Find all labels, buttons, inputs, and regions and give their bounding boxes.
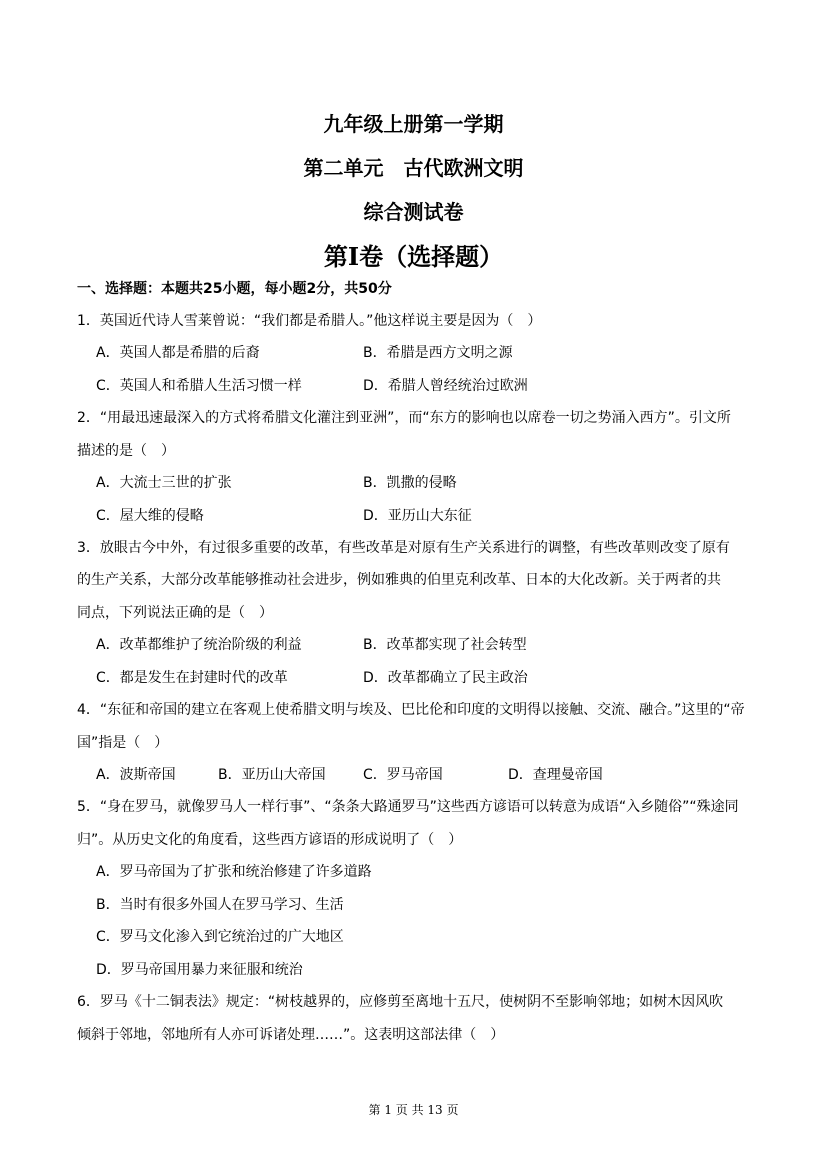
- q3-stem-line2: 的生产关系，大部分改革能够推动社会进步，例如雅典的伯里克利改革、日本的大化改新。关于两者的共: [77, 572, 721, 588]
- q3-option-a: A．改革都维护了统治阶级的利益: [96, 637, 302, 653]
- q2-stem-line2: 描述的是（ ）: [77, 443, 175, 459]
- q6-stem-line2: 倾斜于邻地，邻地所有人亦可诉诸处理……”。这表明这部法律（ ）: [77, 1027, 505, 1043]
- doc-title-test: 综合测试卷: [363, 200, 464, 224]
- q3-option-d: D．改革都确立了民主政治: [363, 670, 528, 686]
- q3-option-c: C．都是发生在封建时代的改革: [96, 670, 288, 686]
- q3-stem-line1: 3．放眼古今中外，有过很多重要的改革，有些改革是对原有生产关系进行的调整，有些改革则改变了原有: [77, 540, 730, 556]
- q2-stem-line1: 2．“用最迅速最深入的方式将希腊文化灌注到亚洲”，而“东方的影响也以席卷一切之势涌入西方”。引文所: [77, 410, 731, 426]
- q5-option-c: C．罗马文化渗入到它统治过的广大地区: [96, 929, 344, 945]
- q5-option-a: A．罗马帝国为了扩张和统治修建了许多道路: [96, 864, 372, 880]
- q5-option-b: B．当时有很多外国人在罗马学习、生活: [96, 897, 344, 913]
- q2-option-b: B．凯撒的侵略: [363, 475, 457, 491]
- q2-option-d: D．亚历山大东征: [363, 508, 472, 524]
- q2-option-a: A．大流士三世的扩张: [96, 475, 232, 491]
- q1-option-a: A．英国人都是希腊的后裔: [96, 345, 260, 361]
- q5-stem-line1: 5．“身在罗马，就像罗马人一样行事”、“条条大路通罗马”这些西方谚语可以转意为成语“入乡随俗”“殊途同: [77, 799, 739, 815]
- q2-option-c: C．屋大维的侵略: [96, 508, 204, 524]
- q4-option-d: D．查理曼帝国: [508, 767, 603, 783]
- q5-option-d: D．罗马帝国用暴力来征服和统治: [96, 962, 303, 978]
- q4-stem-line2: 国”指是（ ）: [77, 735, 169, 751]
- section-heading: 一、选择题：本题共25小题，每小题2分，共50分: [77, 281, 392, 297]
- q4-option-a: A．波斯帝国: [96, 767, 176, 783]
- q5-stem-line2: 归”。从历史文化的角度看，这些西方谚语的形成说明了（ ）: [77, 832, 463, 848]
- q1-option-d: D．希腊人曾经统治过欧洲: [363, 378, 528, 394]
- doc-volume-title: 第Ⅰ卷（选择题）: [323, 242, 504, 271]
- q3-stem-line3: 同点，下列说法正确的是（ ）: [77, 605, 273, 621]
- q1-option-c: C．英国人和希腊人生活习惯一样: [96, 378, 302, 394]
- doc-title-grade: 九年级上册第一学期: [323, 112, 504, 136]
- q4-stem-line1: 4．“东征和帝国的建立在客观上使希腊文明与埃及、巴比伦和印度的文明得以接触、交流、融合。”这里的“帝: [77, 702, 745, 718]
- q1-stem: 1．英国近代诗人雪莱曾说：“我们都是希腊人。”他这样说主要是因为（ ）: [77, 313, 542, 329]
- q6-stem-line1: 6．罗马《十二铜表法》规定：“树枝越界的，应修剪至离地十五尺，使树阴不至影响邻地；如树木因风吹: [77, 994, 724, 1010]
- q4-option-c: C．罗马帝国: [363, 767, 443, 783]
- q1-option-b: B．希腊是西方文明之源: [363, 345, 513, 361]
- q4-option-b: B．亚历山大帝国: [218, 767, 326, 783]
- page-number-footer: 第 1 页 共 13 页: [368, 1103, 459, 1117]
- q3-option-b: B．改革都实现了社会转型: [363, 637, 527, 653]
- doc-title-unit: 第二单元 古代欧洲文明: [303, 156, 524, 180]
